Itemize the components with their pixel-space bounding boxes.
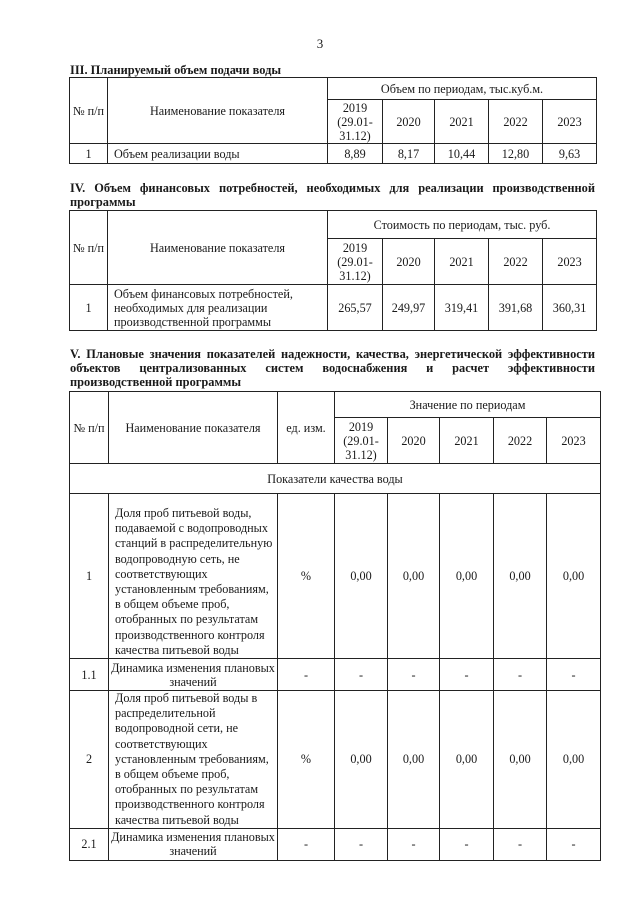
header-period-2019: 2019 (29.01-31.12) — [335, 418, 388, 464]
value-2019: 0,00 — [335, 691, 388, 829]
header-period-2023: 2023 — [547, 418, 601, 464]
value-2023: 0,00 — [547, 494, 601, 659]
indicator-name: Доля проб питьевой воды, подаваемой с водопроводных станций в распределительную водопроводную сеть, не соответствующих установленным требованиям, в общем объеме проб, отобранных по результатам производственного контроля качества питьевой воды — [109, 494, 278, 659]
indicator-name: Объем финансовых потребностей, необходимых для реализации производственной программы — [108, 285, 328, 331]
unit: - — [278, 828, 335, 860]
value-2021: 10,44 — [435, 144, 489, 164]
unit: - — [278, 659, 335, 691]
value-2023: 9,63 — [543, 144, 597, 164]
value-2023: - — [547, 828, 601, 860]
value-2020: - — [388, 828, 440, 860]
section-4-heading: IV. Объем финансовых потребностей, необходимых для реализации производственной программы — [70, 181, 595, 209]
value-2019: 8,89 — [328, 144, 383, 164]
section-5-heading: V. Плановые значения показателей надежности, качества, энергетической эффективности объектов централизованных систем водоснабжения и расчет эффективности производственной программы — [70, 347, 595, 389]
value-2022: 0,00 — [494, 494, 547, 659]
indicator-name: Доля проб питьевой воды в распределительной водопроводной сети, не соответствующих установленным требованиям, в общем объеме проб, отобранных по результатам производственного контроля качества питьевой воды — [109, 691, 278, 829]
header-period-2023: 2023 — [543, 239, 597, 285]
header-period-2020: 2020 — [388, 418, 440, 464]
table-row — [70, 144, 597, 164]
financial-needs-table — [69, 210, 597, 331]
header-period-2022: 2022 — [489, 239, 543, 285]
header-period-2022: 2022 — [489, 100, 543, 144]
row-number: 1 — [70, 285, 108, 331]
header-periods: Объем по периодам, тыс.куб.м. — [328, 78, 597, 100]
indicator-name: Динамика изменения плановых значений — [109, 659, 278, 691]
group-header: Показатели качества воды — [70, 464, 601, 494]
header-unit: ед. изм. — [278, 392, 335, 464]
header-row-number: № п/п — [70, 78, 108, 144]
quality-indicators-table — [69, 391, 601, 861]
header-period-2019: 2019 (29.01-31.12) — [328, 100, 383, 144]
section-3-heading: III. Планируемый объем подачи воды — [70, 63, 282, 77]
row-number: 2 — [70, 691, 109, 829]
value-2023: - — [547, 659, 601, 691]
value-2021: - — [440, 828, 494, 860]
value-2020: 0,00 — [388, 691, 440, 829]
row-number: 1.1 — [70, 659, 109, 691]
value-2020: 8,17 — [383, 144, 435, 164]
value-2019: 265,57 — [328, 285, 383, 331]
value-2022: - — [494, 828, 547, 860]
row-number: 1 — [70, 494, 109, 659]
header-indicator-name: Наименование показателя — [108, 78, 328, 144]
page-number: 3 — [316, 36, 324, 51]
header-period-2021: 2021 — [435, 239, 489, 285]
value-2023: 360,31 — [543, 285, 597, 331]
indicator-name: Динамика изменения плановых значений — [109, 828, 278, 860]
value-2020: - — [388, 659, 440, 691]
header-period-2021: 2021 — [435, 100, 489, 144]
header-period-2020: 2020 — [383, 239, 435, 285]
table-row — [70, 494, 601, 659]
table-row — [70, 659, 601, 691]
value-2021: 0,00 — [440, 494, 494, 659]
header-indicator-name: Наименование показателя — [109, 392, 278, 464]
header-periods: Значение по периодам — [335, 392, 601, 418]
value-2019: 0,00 — [335, 494, 388, 659]
header-row-number: № п/п — [70, 392, 109, 464]
row-number: 1 — [70, 144, 108, 164]
value-2022: 12,80 — [489, 144, 543, 164]
table-row — [70, 691, 601, 829]
supply-volume-table — [69, 77, 597, 164]
header-period-2022: 2022 — [494, 418, 547, 464]
value-2020: 249,97 — [383, 285, 435, 331]
value-2023: 0,00 — [547, 691, 601, 829]
row-number: 2.1 — [70, 828, 109, 860]
value-2022: - — [494, 659, 547, 691]
header-periods: Стоимость по периодам, тыс. руб. — [328, 211, 597, 239]
unit: % — [278, 494, 335, 659]
value-2021: - — [440, 659, 494, 691]
value-2020: 0,00 — [388, 494, 440, 659]
header-period-2020: 2020 — [383, 100, 435, 144]
header-period-2023: 2023 — [543, 100, 597, 144]
value-2021: 0,00 — [440, 691, 494, 829]
indicator-name: Объем реализации воды — [108, 144, 328, 164]
value-2022: 0,00 — [494, 691, 547, 829]
table-row — [70, 828, 601, 860]
header-period-2019: 2019 (29.01-31.12) — [328, 239, 383, 285]
value-2021: 319,41 — [435, 285, 489, 331]
header-indicator-name: Наименование показателя — [108, 211, 328, 285]
header-period-2021: 2021 — [440, 418, 494, 464]
table-row — [70, 285, 597, 331]
unit: % — [278, 691, 335, 829]
value-2019: - — [335, 828, 388, 860]
value-2019: - — [335, 659, 388, 691]
value-2022: 391,68 — [489, 285, 543, 331]
header-row-number: № п/п — [70, 211, 108, 285]
